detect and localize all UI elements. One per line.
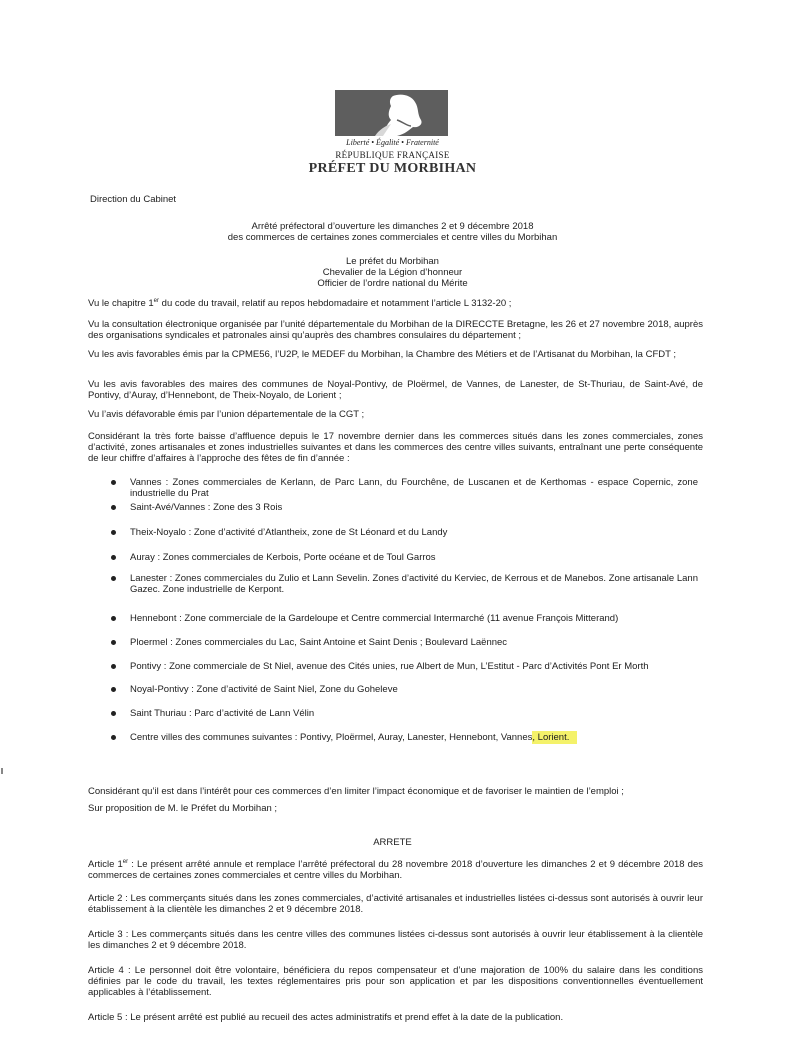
bullet-icon xyxy=(111,555,116,560)
bullet-icon xyxy=(111,576,116,581)
proposition-paragraph: Sur proposition de M. le Préfet du Morbihan ; xyxy=(88,803,278,814)
signatory-block xyxy=(0,256,785,289)
scan-mark xyxy=(1,768,3,774)
vu-paragraph: Vu les avis favorables des maires des communes de Noyal-Pontivy, de Ploërmel, de Vannes, de Lanester, de St-Thuriau, de Saint-Avé, de Pontivy, d’Auray, d’Hennebont, de Theix-Noyalo, de Lorient ; xyxy=(88,379,703,401)
bullet-icon xyxy=(111,735,116,740)
superscript: er xyxy=(122,859,129,865)
prefecture-name: PRÉFET DU MORBIHAN xyxy=(308,161,477,176)
considerant-paragraph: Considérant la très forte baisse d’affluence depuis le 17 novembre dernier dans les commerces situés dans les zones commerciales, zones d’activité, zones artisanales et zones industrielles suivantes et dans les commerces des centre villes suivants, entraînant une perte conséquente de leur chiffre d’affaires à l’approche des fêtes de fin d’année : xyxy=(88,431,703,464)
bullet-icon xyxy=(111,505,116,510)
article-paragraph xyxy=(88,857,703,881)
decree-title-line: des commerces de certaines zones commerciales et centre villes du Morbihan xyxy=(227,232,558,243)
article-paragraph: Article 3 : Les commerçants situés dans les centre villes des communes listées ci-dessus sont autorisés à ouvrir leur établissement à la clientèle les dimanches 2 et 9 décembre 2018. xyxy=(88,929,703,951)
bullet-icon xyxy=(111,530,116,535)
bullet-icon xyxy=(111,711,116,716)
list-item-text: Theix-Noyalo : Zone d’activité d’Atlantheix, zone de St Léonard et du Landy xyxy=(130,527,448,538)
vu-paragraph: Vu la consultation électronique organisée par l’unité départementale du Morbihan de la DIRECCTE Bretagne, les 26 et 27 novembre 2018, auprès des organisations syndicales et patronales ainsi qu’auprès des chambres consulaires du département ; xyxy=(88,319,703,341)
republic-motto: Liberté • Égalité • Fraternité xyxy=(346,138,439,147)
decree-title xyxy=(0,221,785,243)
vu-text: du code du travail, relatif au repos hebdomadaire et notamment l’article L 3132-20 ; xyxy=(159,298,512,310)
list-item-text: Centre villes des communes suivantes : Pontivy, Ploërmel, Auray, Lanester, Hennebont, Vannes xyxy=(130,732,533,743)
list-item xyxy=(108,637,698,661)
list-item-text: Hennebont : Zone commerciale de la Gardeloupe et Centre commercial Intermarché (11 avenue François Mitterand) xyxy=(130,613,619,624)
bullet-icon xyxy=(111,480,116,485)
list-item-text: Ploermel : Zones commerciales du Lac, Saint Antoine et Saint Denis ; Boulevard Laënnec xyxy=(130,637,508,648)
superscript: er xyxy=(153,298,160,304)
list-item-text: Saint-Avé/Vannes : Zone des 3 Rois xyxy=(130,502,283,513)
issuing-department: Direction du Cabinet xyxy=(90,194,177,205)
article-text: Article 1 xyxy=(88,859,123,871)
list-item-text: Vannes : Zones commerciales de Kerlann, de Parc Lann, du Fourchêne, de Luscanen et de Kerthomas - espace Copernic, zone industrielle du Prat xyxy=(130,477,698,499)
decree-title-line: Arrêté préfectoral d’ouverture les dimanches 2 et 9 décembre 2018 xyxy=(251,221,534,232)
list-item-text: Lanester : Zones commerciales du Zulio et Lann Sevelin. Zones d’activité du Kerviec, de Kerrous et de Manebos. Zone artisanale Lann Gazec. Zone industrielle de Kerpont. xyxy=(130,573,698,595)
bullet-icon xyxy=(111,616,116,621)
list-item xyxy=(108,527,698,552)
article-paragraph: Article 2 : Les commerçants situés dans les zones commerciales, d’activité artisanales et industrielles listées ci-dessus sont autorisés à ouvrir leur établissement à la clientèle les dimanches 2 et 9 décembre 2018. xyxy=(88,893,703,915)
vu-paragraph: Vu les avis favorables émis par la CPME56, l’U2P, le MEDEF du Morbihan, la Chambre des Métiers et de l’Artisanat du Morbihan, la CFDT ; xyxy=(88,349,677,360)
considerant-paragraph: Considérant qu’il est dans l’intérêt pour ces commerces d’en limiter l’impact économique et de favoriser le maintien de l’emploi ; xyxy=(88,786,624,797)
signatory-line: Officier de l’ordre national du Mérite xyxy=(317,278,468,289)
highlighted-text: , Lorient. xyxy=(532,731,577,744)
bullet-icon xyxy=(111,687,116,692)
list-item xyxy=(108,708,698,732)
list-item-text: Saint Thuriau : Parc d’activité de Lann Vélin xyxy=(130,708,315,719)
list-item xyxy=(108,684,698,708)
list-item xyxy=(108,477,698,502)
list-item-text: Pontivy : Zone commerciale de St Niel, avenue des Cités unies, rue Albert de Mun, L’Estitut - Parc d’Activités Pont Er Morth xyxy=(130,661,649,672)
marianne-logo xyxy=(335,90,448,136)
list-item xyxy=(108,661,698,684)
list-item xyxy=(108,502,698,527)
arrete-heading: ARRETE xyxy=(373,837,412,848)
list-item xyxy=(108,732,698,752)
list-item-text: Noyal-Pontivy : Zone d’activité de Saint Niel, Zone du Goheleve xyxy=(130,684,398,695)
bullet-icon xyxy=(111,640,116,645)
article-paragraph: Article 4 : Le personnel doit être volontaire, bénéficiera du repos compensateur et d’une majoration de 100% du salaire dans les conditions définies par le code du travail, les textes réglementaires pris pour son application et par les dispositions conventionnelles éventuellement applicables à l’établissement. xyxy=(88,965,703,998)
list-item xyxy=(108,552,698,573)
zones-list xyxy=(108,477,698,752)
republic-name: RÉPUBLIQUE FRANÇAISE xyxy=(335,150,450,160)
signatory-line: Chevalier de la Légion d’honneur xyxy=(322,267,463,278)
article-paragraph: Article 5 : Le présent arrêté est publié au recueil des actes administratifs et prend effet à la date de la publication. xyxy=(88,1012,564,1023)
article-text: : Le présent arrêté annule et remplace l’arrêté préfectoral du 28 novembre 2018 d’ouverture les dimanches 2 et 9 décembre 2018 des commerces de certaines zones commerciales et centre villes du Morbihan. xyxy=(88,859,703,882)
vu-paragraph xyxy=(88,296,703,309)
list-item-text: Auray : Zones commerciales de Kerbois, Porte océane et de Toul Garros xyxy=(130,552,436,563)
signatory-line: Le préfet du Morbihan xyxy=(346,256,439,267)
vu-paragraph: Vu l’avis défavorable émis par l’union départementale de la CGT ; xyxy=(88,409,365,420)
vu-text: Vu le chapitre 1 xyxy=(88,298,154,310)
bullet-icon xyxy=(111,664,116,669)
list-item xyxy=(108,613,698,637)
list-item xyxy=(108,573,698,613)
